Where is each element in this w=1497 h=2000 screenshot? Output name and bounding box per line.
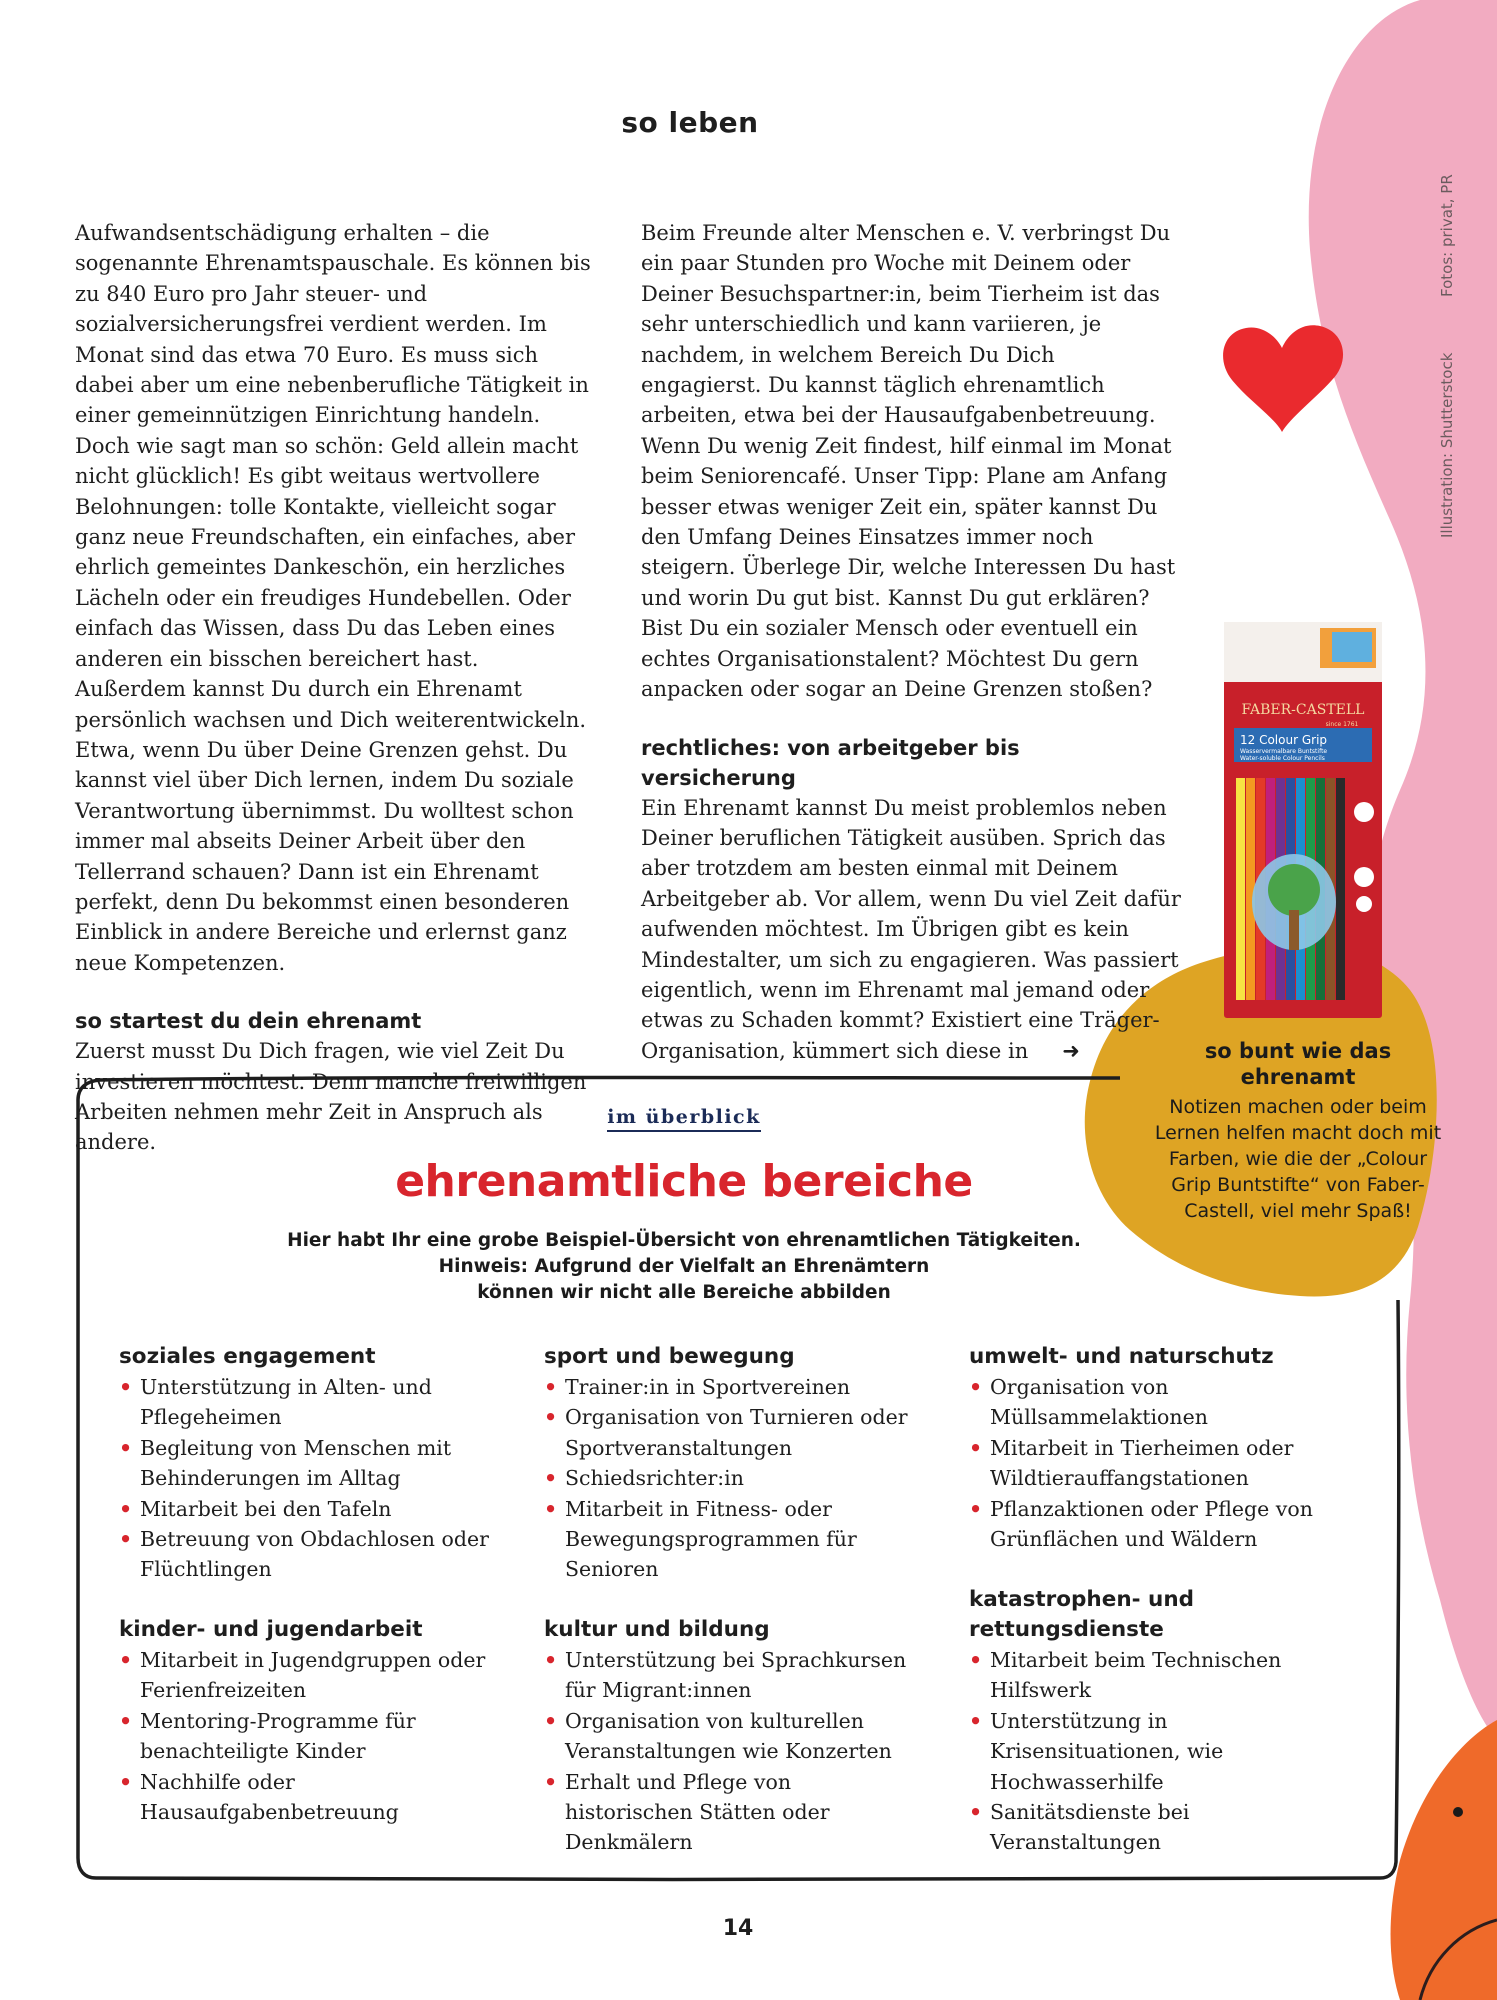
- overview-intro-line: Hinweis: Aufgrund der Vielfalt an Ehrenämtern: [438, 1256, 930, 1277]
- heart-icon: [1223, 325, 1343, 432]
- box-since: since 1761: [1325, 721, 1359, 728]
- overview-intro-line: Hier habt Ihr eine grobe Beispiel-Übersicht von ehrenamtlichen Tätigkeiten.: [287, 1230, 1081, 1251]
- orange-corner-shape: [1391, 1720, 1497, 2000]
- category-kultur-und-bildung: [544, 1615, 924, 1858]
- list-item: • Organisation von Müllsammelaktionen: [969, 1372, 1339, 1433]
- credit-illustration: Illustration: Shutterstock: [1438, 352, 1456, 538]
- box-brand: FABER-CASTELL: [1241, 702, 1365, 718]
- list-item: • Organisation von Turnieren oder Sportveranstaltungen: [544, 1402, 924, 1463]
- box-badge: [1354, 802, 1374, 822]
- overview-intro: [75, 1228, 1293, 1306]
- category-umwelt-und-naturschutz: [969, 1342, 1339, 1554]
- category-title: sport und bewegung: [544, 1344, 795, 1369]
- continue-arrow-icon: ➜: [1062, 1038, 1080, 1063]
- list-item: • Unterstützung bei Sprachkursen für Migrant:innen: [544, 1645, 924, 1706]
- pencil: [1336, 778, 1345, 1000]
- photo-credits: [1438, 173, 1458, 538]
- article-paragraph: Zuerst musst Du Dich fragen, wie viel Zeit Du investieren möchtest. Denn manche freiwilligen Arbeiten nehmen mehr Zeit in Anspruch als andere.: [75, 1039, 587, 1155]
- category-katastrophen-und-rettungsdienste: [969, 1585, 1339, 1858]
- list-item: • Mitarbeit in Jugendgruppen oder Ferienfreizeiten: [119, 1645, 509, 1706]
- box-product-name: 12 Colour Grip: [1240, 733, 1328, 747]
- list-item: • Trainer:in in Sportvereinen: [544, 1372, 924, 1402]
- category-soziales-engagement: [119, 1342, 509, 1585]
- category-title: kinder- und jugendarbeit: [119, 1617, 423, 1642]
- category-title: soziales engagement: [119, 1344, 376, 1369]
- box-line-en: Water-soluble Colour Pencils: [1240, 755, 1325, 762]
- article-paragraph: Beim Freunde alter Menschen e. V. verbringst Du ein paar Stunden pro Woche mit Deinem oder Deiner Besuchspartner:in, beim Tierheim ist das sehr unterschiedlich und kann variieren, je nachdem, in welchem Bereich Du Dich engagierst. Du kannst täglich ehrenamtlich arbeiten, etwa bei der Hausaufgabenbetreuung. Wenn Du wenig Zeit findest, hilf einmal im Monat beim Seniorencafé. Unser Tipp: Plane am Anfang besser etwas weniger Zeit ein, später kannst Du den Umfang Deines Einsatzes immer noch steigern. Überlege Dir, welche Interessen Du hast und worin Du gut bist. Kannst Du gut erklären? Bist Du ein sozialer Mensch oder eventuell ein echtes Organisationstalent? Möchtest Du gern anpacken oder sogar an Deine Grenzen stoßen?: [641, 221, 1176, 702]
- overview-box: [75, 1078, 1395, 1878]
- box-line-de: Wasservermalbare Buntstifte: [1240, 748, 1328, 755]
- box-badge: [1356, 896, 1372, 912]
- list-item: • Mitarbeit bei den Tafeln: [119, 1494, 509, 1524]
- article-paragraph: Aufwandsentschädigung erhalten – die sogenannte Ehrenamtspauschale. Es können bis zu 840 Euro pro Jahr steuer- und sozialversicherungsfrei verdient werden. Im Monat sind das etwa 70 Euro. Es muss sich dabei aber um eine nebenberufliche Tätigkeit in einer gemeinnützigen Einrichtung handeln. Doch wie sagt man so schön: Geld allein macht nicht glücklich! Es gibt weitaus wertvollere Belohnungen: tolle Kontakte, vielleicht sogar ganz neue Freundschaften, ein einfaches, aber ehrlich gemeintes Dankeschön, ein herzliches Lächeln oder ein freudiges Hundebellen. Oder einfach das Wissen, dass Du das Leben eines anderen ein bisschen bereichert hast. Außerdem kannst Du durch ein Ehrenamt persönlich wachsen und Dich weiterentwickeln. Etwa, wenn Du über Deine Grenzen gehst. Du kannst viel über Dich lernen, indem Du soziale Verantwortung übernimmst. Du wolltest schon immer mal abseits Deiner Arbeit über den Tellerrand schauen? Dann ist ein Ehrenamt perfekt, denn Du bekommst einen besonderen Einblick in andere Bereiche und erlernst ganz neue Kompetenzen.: [75, 221, 591, 975]
- list-item: • Mitarbeit beim Technischen Hilfswerk: [969, 1645, 1339, 1706]
- overview-kicker-text: im überblick: [607, 1106, 761, 1132]
- list-item: • Mitarbeit in Fitness- oder Bewegungsprogrammen für Senioren: [544, 1494, 924, 1585]
- list-item: • Begleitung von Menschen mit Behinderungen im Alltag: [119, 1433, 509, 1494]
- article-paragraph-text: Ein Ehrenamt kannst Du meist problemlos neben Deiner beruflichen Tätigkeit ausüben. Sprich das aber trotzdem am besten einmal mit Deinem Arbeitgeber ab. Vor allem, wenn Du viel Zeit dafür aufwenden möchtest. Im Übrigen gibt es kein Mindestalter, um sich zu engagieren. Was passiert eigentlich, wenn im Ehrenamt mal jemand oder etwas zu Schaden kommt? Existiert eine Träger-Organisation, kümmert sich diese in: [641, 795, 1181, 1063]
- list-item: • Pflanzaktionen oder Pflege von Grünflächen und Wäldern: [969, 1494, 1339, 1555]
- overview-intro-line: können wir nicht alle Bereiche abbilden: [477, 1282, 891, 1303]
- product-pencil-box: [1224, 622, 1382, 1018]
- promo-body: Notizen machen oder beim Lernen helfen macht doch mit Farben, wie die der „Colour Grip Buntstifte“ von Faber-Castell, viel mehr Spaß!: [1154, 1096, 1442, 1222]
- section-header: so leben: [621, 106, 759, 139]
- article-paragraph: [641, 793, 1181, 1067]
- box-top-swatch: [1332, 632, 1372, 662]
- list-item: • Organisation von kulturellen Veranstaltungen wie Konzerten: [544, 1706, 924, 1767]
- list-item: • Unterstützung in Krisensituationen, wie Hochwasserhilfe: [969, 1706, 1339, 1797]
- category-title: kultur und bildung: [544, 1617, 770, 1642]
- category-kinder-und-jugendarbeit: [119, 1615, 509, 1827]
- pencil: [1236, 778, 1245, 1000]
- category-sport-und-bewegung: [544, 1342, 924, 1585]
- list-item: • Sanitätsdienste bei Veranstaltungen: [969, 1797, 1339, 1858]
- article-column-left: [75, 218, 595, 1158]
- list-item: • Unterstützung in Alten- und Pflegeheimen: [119, 1372, 509, 1433]
- box-tree-trunk: [1289, 910, 1299, 950]
- list-item: • Mitarbeit in Tierheimen oder Wildtierauffangstationen: [969, 1433, 1339, 1494]
- category-title: katastrophen- und rettungsdienste: [969, 1587, 1195, 1642]
- orange-corner-dot: [1453, 1807, 1463, 1817]
- page-number: 14: [722, 1916, 754, 1941]
- article-subheading: so startest du dein ehrenamt: [75, 1009, 422, 1034]
- overview-title: ehrenamtliche bereiche: [395, 1156, 973, 1207]
- article-column-right: [641, 218, 1181, 1066]
- category-title: umwelt- und naturschutz: [969, 1344, 1274, 1369]
- overview-kicker: [75, 1106, 1293, 1128]
- box-badge: [1354, 867, 1374, 887]
- list-item: • Schiedsrichter:in: [544, 1463, 924, 1493]
- promo-title: so bunt wie das ehrenamt: [1204, 1039, 1392, 1089]
- list-item: • Erhalt und Pflege von historischen Stätten oder Denkmälern: [544, 1767, 924, 1858]
- box-tree-crown: [1268, 864, 1320, 916]
- list-item: • Betreuung von Obdachlosen oder Flüchtlingen: [119, 1524, 509, 1585]
- article-subheading: rechtliches: von arbeitgeber bis versicherung: [641, 735, 1020, 790]
- list-item: • Mentoring-Programme für benachteiligte Kinder: [119, 1706, 509, 1767]
- list-item: • Nachhilfe oder Hausaufgabenbetreuung: [119, 1767, 509, 1828]
- credit-photos: Fotos: privat, PR: [1438, 173, 1456, 297]
